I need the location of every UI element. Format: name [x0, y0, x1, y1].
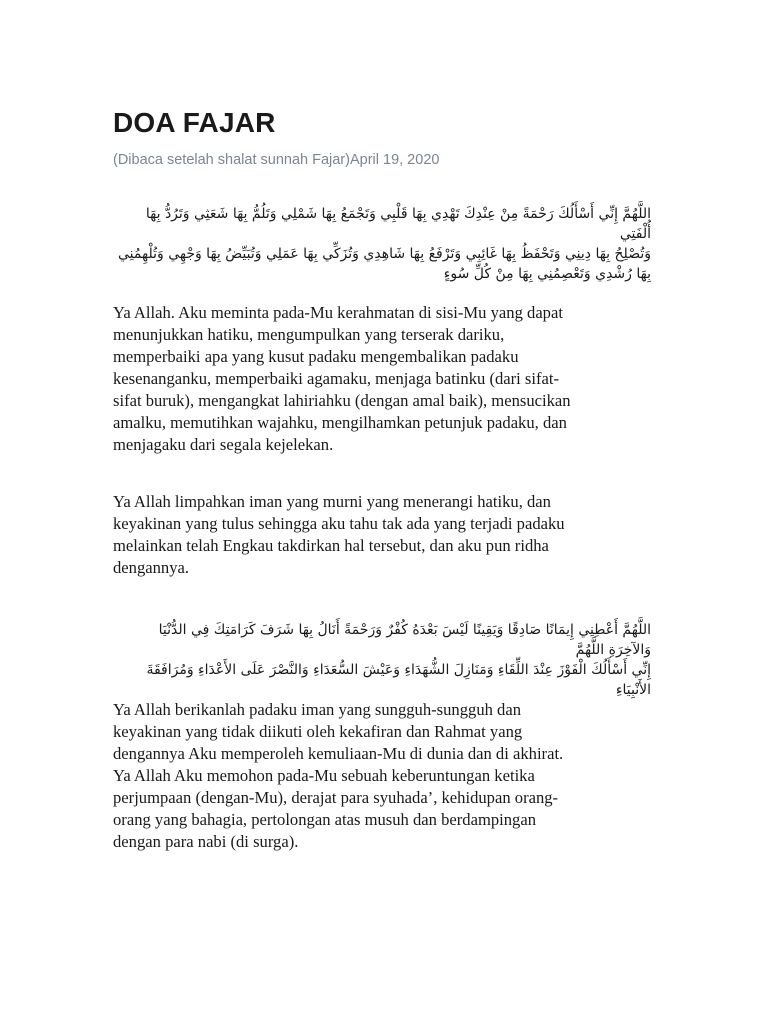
arabic-prayer-1-line: وَتُصْلِحُ بِهَا دِينِي وَتَحْفَظُ بِهَا غَائِبِي وَتَرْفَعُ بِهَا شَاهِدِي وَتُزَكِّي بِهَا عَمَلِي وَتُبَيِّضُ بِهَا وَجْهِي وَتُلْهِمُنِي — [118, 246, 651, 262]
paragraph-line: dengannya Aku memperoleh kemuliaan-Mu di dunia dan di akhirat. — [113, 744, 564, 763]
paragraph-line: dengannya. — [113, 558, 190, 577]
paragraph-line: memperbaiki apa yang kusut padaku mengembalikan padaku — [113, 347, 519, 366]
arabic-prayer-2-line: إِنِّي أَسْأَلُكَ الْفَوْزَ عِنْدَ اللِّقَاءِ وَمَنَازِلَ الشُّهَدَاءِ وَعَيْشَ السُّعَدَاءِ وَالنَّصْرَ عَلَى الأَعْدَاءِ وَمُرَافَقَةَ الأَنْبِيَاءِ — [146, 662, 651, 698]
paragraph-line: perjumpaan (dengan-Mu), derajat para syuhada’, kehidupan orang- — [113, 788, 559, 807]
paragraph-line: menjagaku dari segala kejelekan. — [113, 435, 334, 454]
translation-paragraph-1 — [113, 302, 643, 456]
paragraph-line: amalku, memutihkan wajahku, mengilhamkan petunjuk padaku, dan — [113, 413, 567, 432]
arabic-prayer-2 — [113, 620, 651, 700]
paragraph-line: orang yang bahagia, pertolongan atas musuh dan berdampingan — [113, 810, 537, 829]
paragraph-line: melainkan telah Engkau takdirkan hal tersebut, dan aku pun ridha — [113, 536, 549, 555]
paragraph-line: Ya Allah. Aku meminta pada-Mu kerahmatan di sisi-Mu yang dapat — [113, 303, 563, 322]
translation-paragraph-3 — [113, 699, 643, 853]
paragraph-line: Ya Allah berikanlah padaku iman yang sungguh-sungguh dan — [113, 700, 522, 719]
page-subtitle: (Dibaca setelah shalat sunnah Fajar)April 19, 2020 — [113, 152, 440, 168]
page-title: DOA FAJAR — [113, 107, 276, 138]
translation-paragraph-2 — [113, 491, 643, 579]
arabic-prayer-1-line: بِهَا رُشْدِي وَتَعْصِمُنِي بِهَا مِنْ كُلِّ سُوءٍ — [443, 266, 651, 282]
paragraph-line: dengan para nabi (di surga). — [113, 832, 299, 851]
arabic-prayer-2-line: اللَّهُمَّ أَعْطِنِي إِيمَانًا صَادِقًا وَيَقِينًا لَيْسَ بَعْدَهُ كُفْرٌ وَرَحْمَةً أَنَالُ بِهَا شَرَفَ كَرَامَتِكَ فِي الدُّنْيَا وَالآخِرَةِ اللَّهُمَّ — [158, 622, 651, 658]
arabic-prayer-1-line: اللَّهُمَّ إِنِّي أَسْأَلُكَ رَحْمَةً مِنْ عِنْدِكَ تَهْدِي بِهَا قَلْبِي وَتَجْمَعُ بِهَا شَمْلِي وَتَلُمُّ بِهَا شَعَثِي وَتَرُدُّ بِهَا أُلْفَتِي — [145, 206, 651, 242]
arabic-prayer-1 — [113, 204, 651, 284]
paragraph-line: Ya Allah limpahkan iman yang murni yang menerangi hatiku, dan — [113, 492, 551, 511]
paragraph-line: Ya Allah Aku memohon pada-Mu sebuah keberuntungan ketika — [113, 766, 535, 785]
paragraph-line: sifat buruk), mengangkat lahiriahku (dengan amal baik), mensucikan — [113, 391, 571, 410]
paragraph-line: keyakinan yang tidak diikuti oleh kekafiran dan Rahmat yang — [113, 722, 523, 741]
paragraph-line: menunjukkan hatiku, mengumpulkan yang terserak dariku, — [113, 325, 505, 344]
paragraph-line: keyakinan yang tulus sehingga aku tahu tak ada yang terjadi padaku — [113, 514, 565, 533]
paragraph-line: kesenanganku, memperbaiki agamaku, menjaga batinku (dari sifat- — [113, 369, 560, 388]
